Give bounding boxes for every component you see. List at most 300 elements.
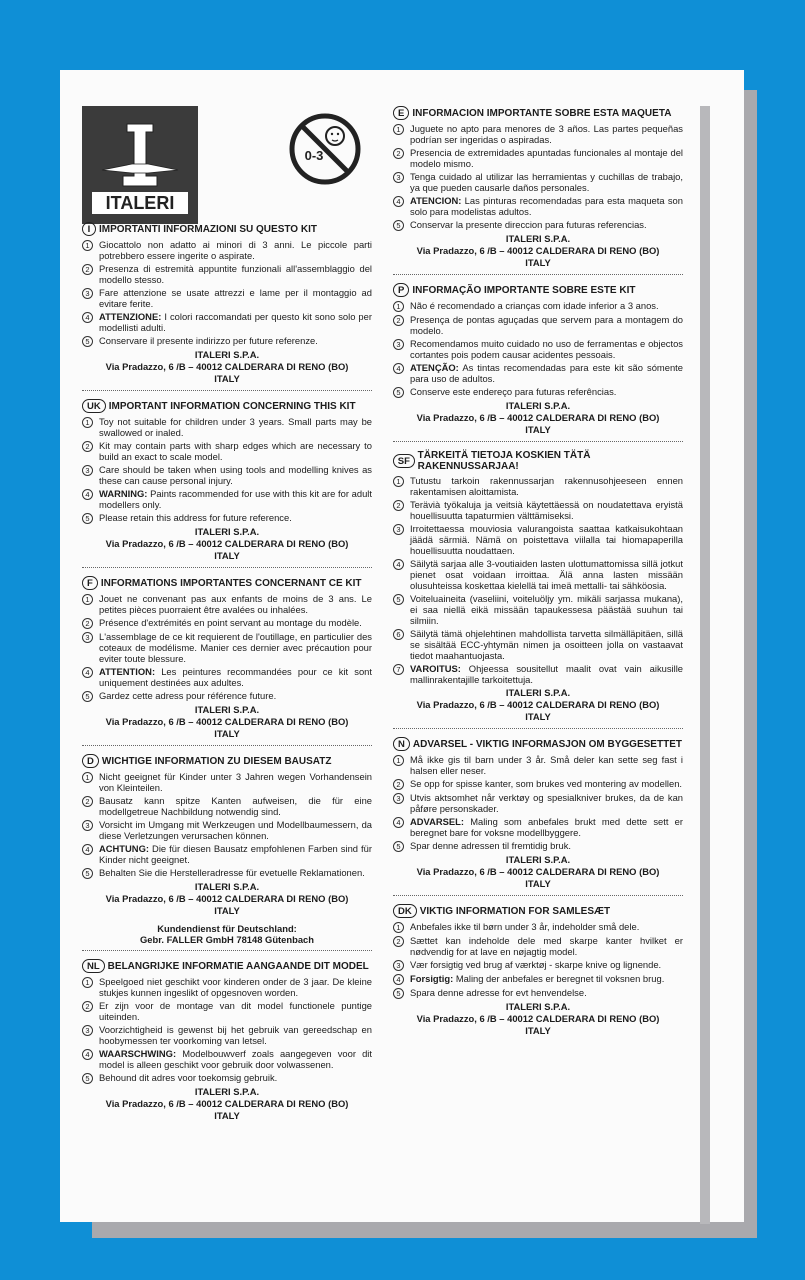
instruction-sheet	[60, 70, 744, 1222]
divider	[393, 728, 683, 729]
item-text	[410, 338, 683, 360]
list-item	[393, 362, 683, 384]
item-text	[99, 464, 372, 486]
item-body: Terävià työkaluja ja veitsià käytettäessä on noudatettava eryistä houellisuutta tapaturmien välttämiseksi.	[410, 499, 683, 521]
company-country: ITALY	[525, 1025, 551, 1036]
warning-label: VAROITUS:	[410, 663, 461, 674]
item-body: Paints racommended for use with this kit are for adult modellers only.	[99, 488, 372, 510]
item-text	[410, 523, 683, 556]
age-label: 0-3	[304, 148, 324, 163]
item-text	[99, 976, 372, 998]
item-text	[410, 921, 683, 933]
section-heading: WICHTIGE INFORMATION ZU DIESEM BAUSATZ	[101, 755, 332, 767]
item-number: 2	[393, 315, 404, 326]
italeri-logo	[82, 106, 198, 224]
item-number: 2	[82, 618, 93, 629]
section-title	[82, 222, 372, 236]
item-body: Se opp for spisse kanter, som brukes ved montering av modellen.	[410, 778, 683, 789]
list-item	[82, 1000, 372, 1022]
item-body: I colori raccomandati per questo kit sono solo per modellisti adulti.	[99, 311, 372, 333]
info-section	[393, 737, 683, 896]
list-item	[82, 631, 372, 664]
company-address: Via Pradazzo, 6 /B – 40012 CALDERARA DI RENO (BO)	[105, 1098, 349, 1109]
item-text	[99, 311, 372, 333]
section-heading: INFORMAÇÃO IMPORTANTE SOBRE ESTE KIT	[412, 284, 636, 296]
item-text	[410, 314, 683, 336]
right-column	[393, 106, 683, 1045]
item-body: Anbefales ikke til børn under 3 år, indeholder små dele.	[410, 921, 640, 932]
divider	[393, 274, 683, 275]
item-number: 5	[82, 1073, 93, 1084]
list-item	[82, 819, 372, 841]
item-text	[99, 512, 372, 524]
item-body: Modelbouwverf zoals aangegeven voor dit model is alleen geschikt voor gebruik door volwassenen.	[99, 1048, 372, 1070]
list-item	[393, 475, 683, 497]
list-item	[82, 867, 372, 879]
info-section	[82, 576, 372, 746]
item-number: 2	[82, 441, 93, 452]
item-body: Giocattolo non adatto ai minori di 3 anni. Le piccole parti potrebbero essere ingerite o aspirate.	[99, 239, 372, 261]
list-item	[393, 300, 683, 312]
list-item	[393, 386, 683, 398]
company-country: ITALY	[525, 711, 551, 722]
item-text	[410, 778, 683, 790]
item-number: 5	[82, 868, 93, 879]
item-body: Nicht geeignet für Kinder unter 3 Jahren wegen Vorhandensein von Kleinteilen.	[99, 771, 372, 793]
service-note: Kundendienst für Deutschland:	[157, 923, 297, 934]
item-text	[410, 663, 683, 685]
item-text	[99, 335, 372, 347]
item-text	[99, 1072, 372, 1084]
company-country: ITALY	[214, 550, 240, 561]
company-address: Via Pradazzo, 6 /B – 40012 CALDERARA DI RENO (BO)	[105, 893, 349, 904]
item-number: 1	[82, 772, 93, 783]
list-item	[393, 792, 683, 814]
item-number: 1	[82, 977, 93, 988]
item-text	[99, 795, 372, 817]
item-number: 4	[82, 312, 93, 323]
item-text	[99, 690, 372, 702]
item-number: 1	[393, 922, 404, 933]
list-item	[393, 663, 683, 685]
item-number: 7	[393, 664, 404, 675]
item-text	[410, 754, 683, 776]
list-item	[393, 338, 683, 360]
item-number: 4	[82, 667, 93, 678]
item-number: 4	[82, 489, 93, 500]
left-column	[82, 222, 372, 1130]
list-item	[82, 1024, 372, 1046]
company-country: ITALY	[214, 728, 240, 739]
item-number: 3	[82, 820, 93, 831]
warning-label: Forsigtig:	[410, 973, 454, 984]
item-body: Juguete no apto para menores de 3 años. Las partes pequeñas podrían ser ingeridas o aspiradas.	[410, 123, 683, 145]
item-body: Speelgoed niet geschikt voor kinderen onder de 3 jaar. De kleine stukjes kunnen ingeslikt of opgesnoven worden.	[99, 976, 372, 998]
section-title	[393, 737, 683, 751]
list-item	[82, 690, 372, 702]
language-badge: F	[82, 576, 98, 590]
item-text	[410, 987, 683, 999]
info-section	[82, 959, 372, 1122]
company-name: ITALERI S.P.A.	[194, 526, 260, 537]
item-text	[410, 195, 683, 217]
company-name: ITALERI S.P.A.	[194, 349, 260, 360]
company-name: ITALERI S.P.A.	[505, 1001, 571, 1012]
info-section	[82, 222, 372, 391]
item-number: 1	[393, 124, 404, 135]
company-address: Via Pradazzo, 6 /B – 40012 CALDERARA DI RENO (BO)	[416, 1013, 660, 1024]
item-body: As tintas recomendadas para este kit são sómente para uso de adultos.	[410, 362, 683, 384]
list-item	[393, 628, 683, 661]
item-number: 3	[393, 172, 404, 183]
warning-label: ATTENZIONE:	[99, 311, 162, 322]
section-title	[393, 283, 683, 297]
company-address: Via Pradazzo, 6 /B – 40012 CALDERARA DI RENO (BO)	[105, 716, 349, 727]
list-item	[82, 263, 372, 285]
item-number: 2	[393, 936, 404, 947]
item-number: 2	[82, 1001, 93, 1012]
section-heading: INFORMATIONS IMPORTANTES CONCERNANT CE KIT	[100, 577, 362, 589]
item-body: Conserve este endereço para futuras referências.	[410, 386, 617, 397]
section-title	[82, 576, 372, 590]
item-number: 3	[393, 339, 404, 350]
list-item	[82, 1072, 372, 1084]
company-name: ITALERI S.P.A.	[194, 704, 260, 715]
item-body: Bausatz kann spitze Kanten aufweisen, die für eine modellgetreue Nachbildung notwendig sind.	[99, 795, 372, 817]
item-text	[99, 593, 372, 615]
item-number: 4	[393, 559, 404, 570]
item-body: Säilytä sarjaa alle 3-voutiaiden lasten ulottumattomissa sillä jotkut pienet osat voidaan irroittaa. Älä anna lasten missään olusuhteissa koskettaa kielellä tai imeä mettalli- tai sähköosia.	[410, 558, 683, 591]
language-badge: SF	[393, 454, 415, 468]
company-name: ITALERI S.P.A.	[194, 881, 260, 892]
item-text	[99, 239, 372, 261]
list-item	[393, 816, 683, 838]
list-item	[82, 1048, 372, 1070]
item-text	[99, 263, 372, 285]
list-item	[82, 666, 372, 688]
company-address: Via Pradazzo, 6 /B – 40012 CALDERARA DI RENO (BO)	[416, 866, 660, 877]
item-body: Utvis aktsomhet når verktøy og spesialkniver brukes, da de kan påføre personskader.	[410, 792, 683, 814]
company-name: ITALERI S.P.A.	[505, 687, 571, 698]
section-heading: TÄRKEITÄ TIETOJA KOSKIEN TÄTÄ RAKENNUSSARJAA!	[417, 450, 591, 472]
list-item	[82, 512, 372, 524]
language-badge: NL	[82, 959, 105, 973]
item-number: 6	[393, 629, 404, 640]
item-body: Conservare il presente indirizzo per future referenze.	[99, 335, 318, 346]
item-text	[99, 617, 372, 629]
list-item	[393, 935, 683, 957]
item-number: 4	[393, 817, 404, 828]
item-body: Conservar la presente direccion para futuras referencias.	[410, 219, 647, 230]
section-title	[82, 399, 372, 413]
company-country: ITALY	[525, 878, 551, 889]
warning-label: ATENCION:	[410, 195, 462, 206]
item-number: 5	[82, 513, 93, 524]
info-section	[393, 904, 683, 1037]
list-item	[393, 840, 683, 852]
list-item	[82, 416, 372, 438]
list-item	[393, 219, 683, 231]
list-item	[393, 147, 683, 169]
list-item	[393, 314, 683, 336]
section-title	[393, 450, 683, 472]
item-text	[410, 959, 683, 971]
item-body: Vær forsigtig ved brug af værktøj - skarpe knive og lignende.	[410, 959, 662, 970]
company-country: ITALY	[214, 905, 240, 916]
item-number: 4	[393, 363, 404, 374]
item-body: Spar denne adressen til fremtidig bruk.	[410, 840, 572, 851]
item-body: Maling der anbefales er beregnet til voksnen brug.	[453, 973, 665, 984]
list-item	[82, 976, 372, 998]
item-body: Er zijn voor de montage van dit model functionele puntige uiteinden.	[99, 1000, 372, 1022]
item-body: Kit may contain parts with sharp edges which are necessary to build an exact to scale model.	[99, 440, 372, 462]
item-body: Recomendamos muito cuidado no uso de ferramentas e objectos cortantes pois podem causar acidentes pessoais.	[410, 338, 683, 360]
divider	[82, 567, 372, 568]
item-number: 1	[393, 755, 404, 766]
item-number: 4	[82, 1049, 93, 1060]
item-text	[99, 666, 372, 688]
list-item	[82, 795, 372, 817]
warning-label: WARNING:	[99, 488, 148, 499]
item-text	[410, 386, 683, 398]
item-number: 3	[82, 632, 93, 643]
section-title	[393, 106, 683, 120]
item-body: Les peintures recommandées pour ce kit sont uniquement destinées aux adultes.	[99, 666, 372, 688]
list-item	[82, 239, 372, 261]
item-number: 2	[82, 796, 93, 807]
warning-label: WAARSCHWING:	[99, 1048, 177, 1059]
item-body: Tutustu tarkoin rakennussarjan rakennusohjeeseen ennen rakentamisen aloittamista.	[410, 475, 683, 497]
item-body: Presenza di estremità appuntite funzionali all'assemblaggio del modello stesso.	[99, 263, 372, 285]
list-item	[393, 959, 683, 971]
item-text	[99, 1000, 372, 1022]
item-body: Må ikke gis til barn under 3 år. Små deler kan sette seg fast i halsen eller neser.	[410, 754, 683, 776]
list-item	[393, 973, 683, 985]
item-text	[410, 840, 683, 852]
list-item	[393, 523, 683, 556]
item-number: 3	[393, 524, 404, 535]
warning-label: ATTENTION:	[99, 666, 156, 677]
list-item	[393, 171, 683, 193]
list-item	[393, 593, 683, 626]
list-item	[393, 987, 683, 999]
list-item	[82, 771, 372, 793]
item-body: Tenga cuidado al utilizar las herramientas y cuchillas de trabajo, ya que pueden causarle daños personales.	[410, 171, 683, 193]
item-number: 3	[82, 288, 93, 299]
divider	[82, 390, 372, 391]
item-number: 3	[82, 465, 93, 476]
section-title	[82, 959, 372, 973]
item-text	[99, 416, 372, 438]
company-name: ITALERI S.P.A.	[505, 233, 571, 244]
item-number: 5	[393, 220, 404, 231]
item-text	[410, 147, 683, 169]
item-text	[99, 488, 372, 510]
item-body: Die für diesen Bausatz empfohlenen Farben sind für Kinder nicht geeignet.	[99, 843, 372, 865]
info-section	[393, 106, 683, 275]
company-address: Via Pradazzo, 6 /B – 40012 CALDERARA DI RENO (BO)	[416, 245, 660, 256]
item-body: Irroitettaessa mouviosia valurangoista saattaa katkaisukohtaan jäädä särmiä. Nämä on poistettava viilalla tai hiomapaperilla houellisuutta noudattaen.	[410, 523, 683, 556]
list-item	[393, 778, 683, 790]
item-text	[410, 558, 683, 591]
list-item	[82, 488, 372, 510]
divider	[82, 950, 372, 951]
list-item	[82, 593, 372, 615]
item-body: Care should be taken when using tools and modelling knives as these can cause personal injury.	[99, 464, 372, 486]
item-number: 5	[393, 988, 404, 999]
item-number: 1	[82, 594, 93, 605]
info-section	[82, 754, 372, 951]
language-badge: D	[82, 754, 99, 768]
item-body: Maling som anbefales brukt med dette sett er beregnet bare for voksne modellbyggere.	[410, 816, 683, 838]
list-item	[393, 754, 683, 776]
item-body: Sættet kan indeholde dele med skarpe kanter hvilket er nødvendig for at lave en nøjagtig model.	[410, 935, 683, 957]
language-badge: E	[393, 106, 409, 120]
divider	[82, 745, 372, 746]
item-body: Please retain this address for future reference.	[99, 512, 292, 523]
item-number: 1	[393, 476, 404, 487]
language-badge: P	[393, 283, 409, 297]
item-text	[99, 440, 372, 462]
company-country: ITALY	[214, 373, 240, 384]
item-text	[410, 816, 683, 838]
item-text	[99, 631, 372, 664]
section-heading: INFORMACION IMPORTANTE SOBRE ESTA MAQUETA	[412, 107, 672, 119]
service-address: Gebr. FALLER GmbH 78148 Gütenbach	[140, 934, 314, 945]
info-section	[393, 450, 683, 729]
logo-text: ITALERI	[105, 193, 175, 213]
item-body: Spara denne adresse for evt henvendelse.	[410, 987, 587, 998]
section-heading: IMPORTANTI INFORMAZIONI SU QUESTO KIT	[99, 223, 317, 235]
section-title	[393, 904, 683, 918]
item-body: Fare attenzione se usate attrezzi e lame per il montaggio ad evitare ferite.	[99, 287, 372, 309]
item-text	[410, 593, 683, 626]
item-text	[99, 1048, 372, 1070]
company-address: Via Pradazzo, 6 /B – 40012 CALDERARA DI RENO (BO)	[105, 538, 349, 549]
list-item	[393, 123, 683, 145]
item-number: 2	[393, 779, 404, 790]
item-body: Säilytä tämä ohjelehtinen mahdollista tarvetta silmälläpitäen, sillä se sisältää ECC-yhtymän nimen ja osoitteen jolla on vastaavat tiedot maahantuojasta.	[410, 628, 683, 661]
item-text	[99, 287, 372, 309]
warning-label: ACHTUNG:	[99, 843, 149, 854]
item-body: Presencia de extremidades apuntadas funcionales al montaje del modelo mismo.	[410, 147, 683, 169]
company-name: ITALERI S.P.A.	[194, 1086, 260, 1097]
item-number: 4	[393, 196, 404, 207]
item-number: 1	[82, 240, 93, 251]
item-text	[410, 499, 683, 521]
item-number: 5	[393, 594, 404, 605]
item-body: Vorsicht im Umgang mit Werkzeugen und Modellbaumessern, da diese Verletzungen verursachen können.	[99, 819, 372, 841]
item-body: Las pinturas recomendadas para esta maqueta son solo para modelistas adultos.	[410, 195, 683, 217]
section-heading: VIKTIG INFORMATION FOR SAMLESÆT	[419, 905, 611, 917]
divider	[393, 441, 683, 442]
sheet-edge	[700, 106, 710, 1224]
item-body: Toy not suitable for children under 3 years. Small parts may be swallowed or inaled.	[99, 416, 372, 438]
section-title	[82, 754, 372, 768]
list-item	[82, 617, 372, 629]
item-body: Jouet ne convenant pas aux enfants de moins de 3 ans. Le petites pièces puorraient être avalées ou inhalées.	[99, 593, 372, 615]
language-badge: N	[393, 737, 410, 751]
item-body: Voorzichtigheid is gewenst bij het gebruik van gereedschap en hoobymessen ter voorkoming van letsel.	[99, 1024, 372, 1046]
list-item	[82, 287, 372, 309]
item-body: Presença de pontas aguçadas que servem para a montagem do modelo.	[410, 314, 683, 336]
item-text	[410, 973, 683, 985]
item-text	[99, 819, 372, 841]
list-item	[82, 464, 372, 486]
item-number: 4	[82, 844, 93, 855]
item-number: 1	[82, 417, 93, 428]
company-country: ITALY	[214, 1110, 240, 1121]
company-address: Via Pradazzo, 6 /B – 40012 CALDERARA DI RENO (BO)	[416, 699, 660, 710]
item-text	[99, 771, 372, 793]
divider	[393, 895, 683, 896]
item-number: 5	[393, 841, 404, 852]
list-item	[393, 558, 683, 591]
item-body: Não é recomendado a crianças com idade inferior a 3 anos.	[410, 300, 659, 311]
section-heading: IMPORTANT INFORMATION CONCERNING THIS KIT	[108, 400, 356, 412]
item-number: 2	[393, 148, 404, 159]
company-name: ITALERI S.P.A.	[505, 854, 571, 865]
info-section	[82, 399, 372, 568]
company-address: Via Pradazzo, 6 /B – 40012 CALDERARA DI RENO (BO)	[105, 361, 349, 372]
company-name: ITALERI S.P.A.	[505, 400, 571, 411]
item-body: Ohjeessa sousitellut maalit ovat vain aikusille mallinrakentajille tarkoitettuja.	[410, 663, 683, 685]
item-body: Voiteluaineita (vaseliini, voiteluöljy ym. mikäli sarjassa mukana), ei saa niellä eikä missään tapaukessesa päästää suuhun tai silmiin.	[410, 593, 683, 626]
list-item	[82, 440, 372, 462]
language-badge: UK	[82, 399, 106, 413]
item-text	[410, 300, 683, 312]
item-body: Behound dit adres voor toekomsig gebruik.	[99, 1072, 278, 1083]
company-country: ITALY	[525, 424, 551, 435]
item-text	[99, 867, 372, 879]
item-number: 3	[393, 793, 404, 804]
item-number: 3	[393, 960, 404, 971]
item-number: 5	[82, 336, 93, 347]
item-text	[410, 362, 683, 384]
language-badge: I	[82, 222, 96, 236]
item-text	[410, 475, 683, 497]
item-number: 2	[393, 500, 404, 511]
item-body: L'assemblage de ce kit requierent de l'outillage, en particulier des coteaux de modélisme. Manier ces dernier avec précaution pour eviter toute blessure.	[99, 631, 372, 664]
item-text	[410, 628, 683, 661]
list-item	[393, 921, 683, 933]
info-section	[393, 283, 683, 442]
list-item	[82, 335, 372, 347]
item-number: 5	[393, 387, 404, 398]
item-body: Présence d'extrémités en point servant au montage du modèle.	[99, 617, 362, 628]
item-text	[99, 1024, 372, 1046]
item-text	[410, 123, 683, 145]
item-number: 3	[82, 1025, 93, 1036]
warning-label: ATENÇÃO:	[410, 362, 459, 373]
section-heading: BELANGRIJKE INFORMATIE AANGAANDE DIT MODEL	[107, 960, 369, 972]
item-body: Behalten Sie die Herstelleradresse für evetuelle Reklamationen.	[99, 867, 365, 878]
list-item	[393, 499, 683, 521]
item-number: 1	[393, 301, 404, 312]
item-text	[410, 792, 683, 814]
item-number: 2	[82, 264, 93, 275]
item-text	[410, 171, 683, 193]
age-warning-icon	[288, 112, 362, 186]
language-badge: DK	[393, 904, 417, 918]
list-item	[82, 843, 372, 865]
item-body: Gardez cette adress pour référence future.	[99, 690, 277, 701]
company-address: Via Pradazzo, 6 /B – 40012 CALDERARA DI RENO (BO)	[416, 412, 660, 423]
item-number: 4	[393, 974, 404, 985]
item-number: 5	[82, 691, 93, 702]
item-text	[410, 935, 683, 957]
list-item	[393, 195, 683, 217]
